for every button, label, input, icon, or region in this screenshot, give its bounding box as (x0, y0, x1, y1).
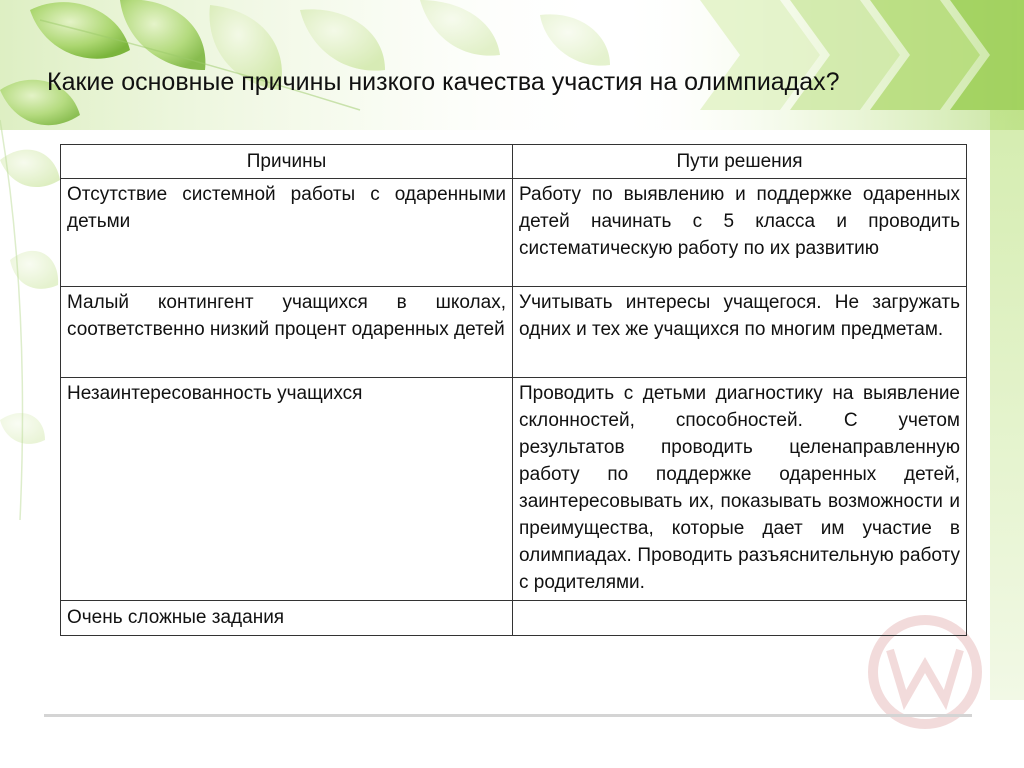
table-row (61, 287, 967, 378)
table-row (61, 601, 967, 636)
solution-cell: Работу по выявлению и поддержке одаренных детей начинать с 5 класса и проводить систематическую работу по их развитию (513, 179, 967, 287)
header-solutions: Пути решения (513, 145, 967, 179)
table-row (61, 179, 967, 287)
table-row (61, 378, 967, 601)
solution-cell: Проводить с детьми диагностику на выявление склонностей, способностей. С учетом результатов проводить целенаправленную работу по поддержке одаренных детей, заинтересовывать их, показывать возможности и преимущества, которые дает им участие в олимпиадах. Проводить разъяснительную работу с родителями. (513, 378, 967, 601)
cause-cell: Незаинтересованность учащихся (61, 378, 513, 601)
solution-cell (513, 601, 967, 636)
cause-cell: Очень сложные задания (61, 601, 513, 636)
cause-cell: Малый контингент учащихся в школах, соответственно низкий процент одаренных детей (61, 287, 513, 378)
footer-divider (44, 714, 972, 717)
header-causes: Причины (61, 145, 513, 179)
table-header-row (61, 145, 967, 179)
slide-title: Какие основные причины низкого качества участия на олимпиадах? (47, 68, 840, 96)
solution-cell: Учитывать интересы учащегося. Не загружать одних и тех же учащихся по многим предметам. (513, 287, 967, 378)
cause-cell: Отсутствие системной работы с одаренными детьми (61, 179, 513, 287)
causes-solutions-table (60, 144, 966, 636)
